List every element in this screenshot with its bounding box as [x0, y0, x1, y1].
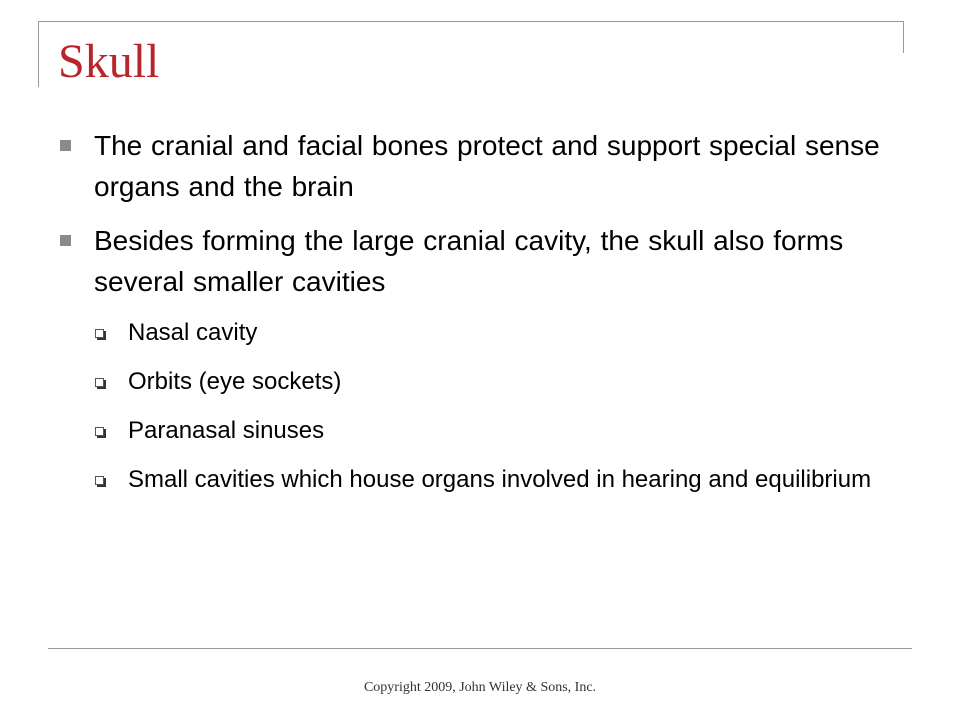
hollow-square-bullet-icon [95, 427, 104, 436]
square-bullet-icon [60, 140, 71, 151]
sub-bullet-item [60, 364, 910, 400]
hollow-square-bullet-icon [95, 378, 104, 387]
slide-title: Skull [58, 35, 160, 88]
hollow-square-bullet-icon [95, 476, 104, 485]
slide-content [60, 125, 910, 511]
hollow-square-bullet-icon [95, 329, 104, 338]
sub-bullet-item [60, 462, 910, 498]
bullet-item [60, 220, 910, 302]
sub-bullet-text: Small cavities which house organs involved in hearing and equilibrium [128, 466, 872, 493]
sub-bullet-text: Orbits (eye sockets) [128, 368, 342, 395]
bullet-item [60, 125, 910, 207]
sub-bullet-item [60, 315, 910, 351]
bullet-text: Besides forming the large cranial cavity, the skull also forms several smaller cavities [94, 225, 844, 297]
sub-bullet-text: Paranasal sinuses [128, 417, 325, 444]
square-bullet-icon [60, 235, 71, 246]
sub-bullet-text: Nasal cavity [128, 319, 258, 346]
frame-bottom-line [48, 648, 912, 649]
sub-bullet-item [60, 413, 910, 449]
frame-left-line [38, 21, 39, 87]
copyright-footer: Copyright 2009, John Wiley & Sons, Inc. [363, 680, 597, 695]
frame-right-line [903, 21, 904, 53]
bullet-text: The cranial and facial bones protect and support special sense organs and the brain [94, 130, 880, 202]
frame-top-line [38, 21, 904, 22]
